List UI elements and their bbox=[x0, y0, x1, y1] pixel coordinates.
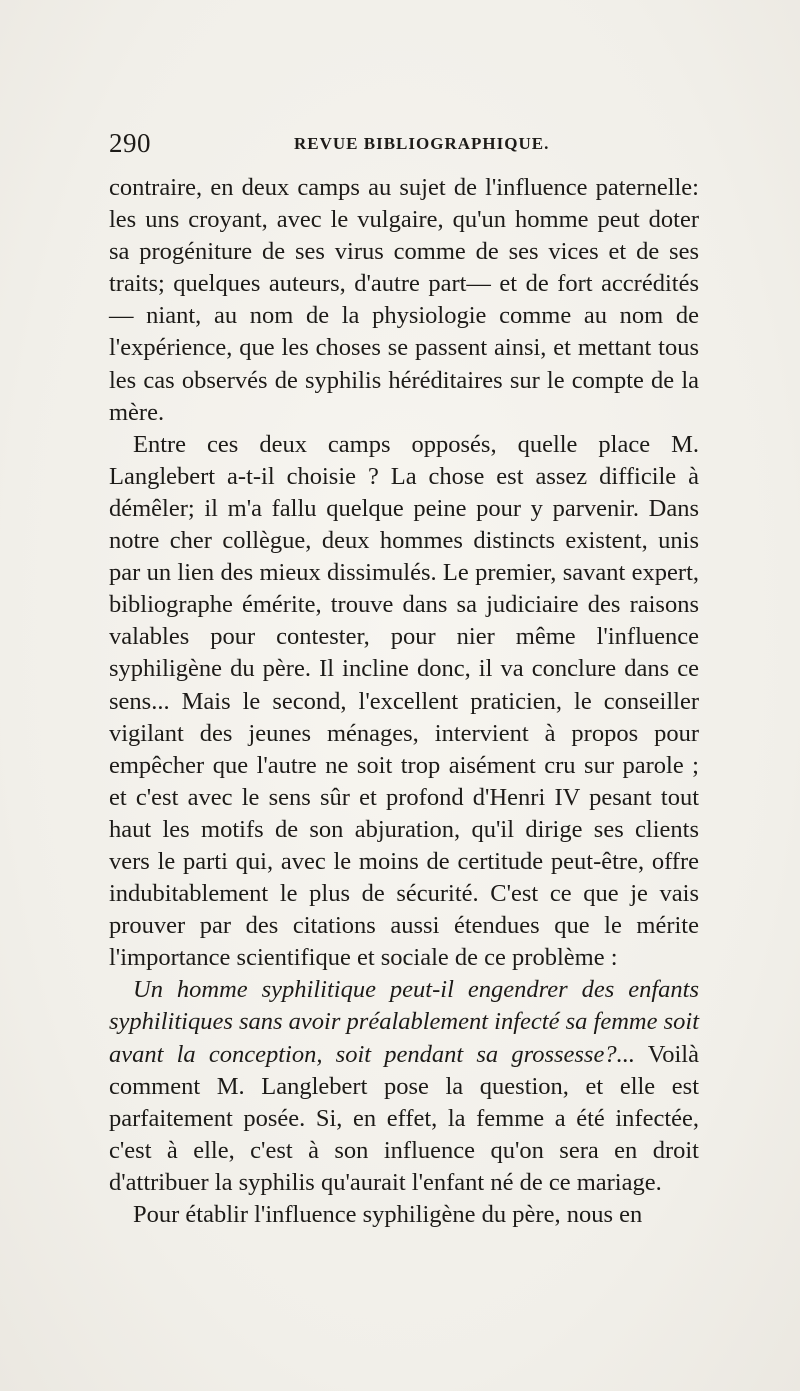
page-number: 290 bbox=[109, 128, 151, 158]
paragraph-2-text: Entre ces deux camps opposés, quelle place M. Langlebert a-t-il choisie ? La chose est assez difficile à démêler; il m'a fallu quelque peine pour y parvenir. Dans notre cher collègue, deux hommes distincts existent, unis par un lien des mieux dissimulés. Le premier, savant expert, bibliographe émérite, trouve dans sa judiciaire des raisons valables pour contester, pour nier même l'influence syphiligène du père. Il incline donc, il va conclure dans ce sens... Mais le second, l'excellent praticien, le conseiller vigilant des jeunes ménages, intervient à propos pour empêcher que l'autre ne soit trop aisément cru sur parole ; et c'est avec le sens sûr et profond d'Henri IV pesant tout haut les motifs de son abjuration, qu'il dirige ses clients vers le parti qui, avec le moins de certitude peut-être, offre indubitablement le plus de sécurité. C'est ce que je vais prouver par des citations aussi étendues que le mérite l'importance scientifique et sociale de ce problème : bbox=[109, 430, 699, 972]
running-title: REVUE BIBLIOGRAPHIQUE. bbox=[294, 134, 550, 153]
paragraph-3-text: Voilà comment M. Langlebert pose la question, et elle est parfaitement posée. Si, en effet, la femme a été infectée, c'est à elle, c'est à son influence qu'on sera en droit d'attribuer la syphilis qu'aurait l'enfant né de ce mariage. bbox=[109, 1040, 699, 1196]
paragraph-4-text: Pour établir l'influence syphiligène du père, nous en bbox=[133, 1201, 643, 1228]
body-text bbox=[109, 172, 699, 1231]
paragraph-4 bbox=[109, 1199, 699, 1231]
paragraph-1 bbox=[109, 172, 699, 429]
paragraph-2 bbox=[109, 429, 699, 975]
paragraph-3-italic-question: Un homme syphilitique peut-il engendrer des enfants syphilitiques sans avoir préalablement infecté sa femme soit avant la conception, soit pendant sa grossesse?... bbox=[109, 976, 699, 1068]
paragraph-1-text: contraire, en deux camps au sujet de l'influence paternelle: les uns croyant, avec le vulgaire, qu'un homme peut doter sa progéniture de ses virus comme de ses vices et de ses traits; quelques auteurs, d'autre part— et de fort accrédités — niant, au nom de la physiologie comme au nom de l'expérience, que les choses se passent ainsi, et mettant tous les cas observés de syphilis héréditaires sur le compte de la mère. bbox=[109, 174, 699, 426]
page-header bbox=[109, 128, 699, 164]
paragraph-3 bbox=[109, 974, 699, 1199]
